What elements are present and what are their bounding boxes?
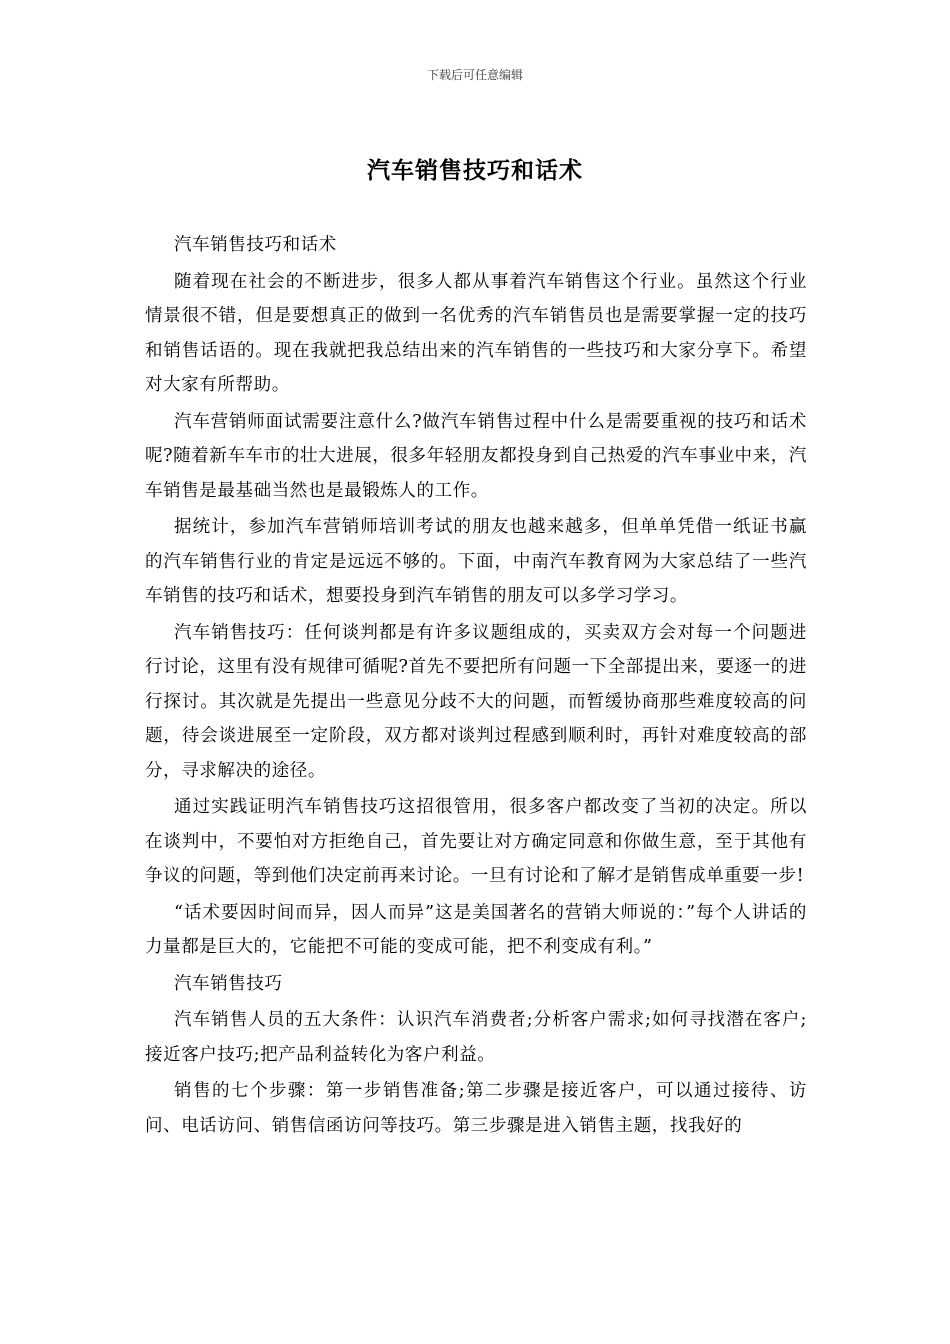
document-title: 汽车销售技巧和话术 — [367, 157, 583, 184]
paragraph-subtitle: 汽车销售技巧和话术 — [174, 235, 337, 255]
document-body — [145, 228, 807, 1143]
paragraph-section-heading: 汽车销售技巧 — [174, 973, 283, 994]
download-note: 下载后可任意编辑 — [426, 68, 523, 82]
paragraph-intro: 随着现在社会的不断进步，很多人都从事着汽车销售这个行业。虽然这个行业情景很不错，但是要想真正的做到一名优秀的汽车销售员也是需要掌握一定的技巧和销售话语的。现在我就把我总结出来的汽车销售的一些技巧和大家分享下。希望对大家有所帮助。 — [145, 271, 807, 395]
paragraph-practice: 通过实践证明汽车销售技巧这招很管用，很多客户都改变了当初的决定。所以在谈判中，不要怕对方拒绝自己，首先要让对方确定同意和你做生意，至于其他有争议的问题，等到他们决定前再来讨论。一旦有讨论和了解才是销售成单重要一步! — [145, 797, 807, 886]
paragraph-negotiation: 汽车销售技巧：任何谈判都是有许多议题组成的，买卖双方会对每一个问题进行讨论，这里有没有规律可循呢?首先不要把所有问题一下全部提出来，要逐一的进行探讨。其次就是先提出一些意见分歧不大的问题，而暂缓协商那些难度较高的问题，待会谈进展至一定阶段，双方都对谈判过程感到顺利时，再针对难度较高的部分，寻求解决的途径。 — [145, 622, 807, 781]
paragraph-quote: “话术要因时间而异，因人而异”这是美国著名的营销大师说的：”每个人讲话的力量都是巨大的，它能把不可能的变成可能，把不利变成有利。” — [145, 902, 807, 957]
paragraph-five-conditions: 汽车销售人员的五大条件：认识汽车消费者;分析客户需求;如何寻找潜在客户;接近客户技巧;把产品利益转化为客户利益。 — [145, 1010, 807, 1065]
paragraph-statistics: 据统计，参加汽车营销师培训考试的朋友也越来越多，但单单凭借一纸证书赢的汽车销售行业的肯定是远远不够的。下面，中南汽车教育网为大家总结了一些汽车销售的技巧和话术，想要投身到汽车销售的朋友可以多学习学习。 — [145, 517, 807, 606]
paragraph-seven-steps: 销售的七个步骤：第一步销售准备;第二步骤是接近客户，可以通过接待、访问、电话访问、销售信函访问等技巧。第三步骤是进入销售主题，找我好的 — [145, 1081, 807, 1136]
paragraph-interview: 汽车营销师面试需要注意什么?做汽车销售过程中什么是需要重视的技巧和话术呢?随着新车车市的壮大进展，很多年轻朋友都投身到自己热爱的汽车事业中来，汽车销售是最基础当然也是最锻炼人的工作。 — [145, 411, 807, 501]
